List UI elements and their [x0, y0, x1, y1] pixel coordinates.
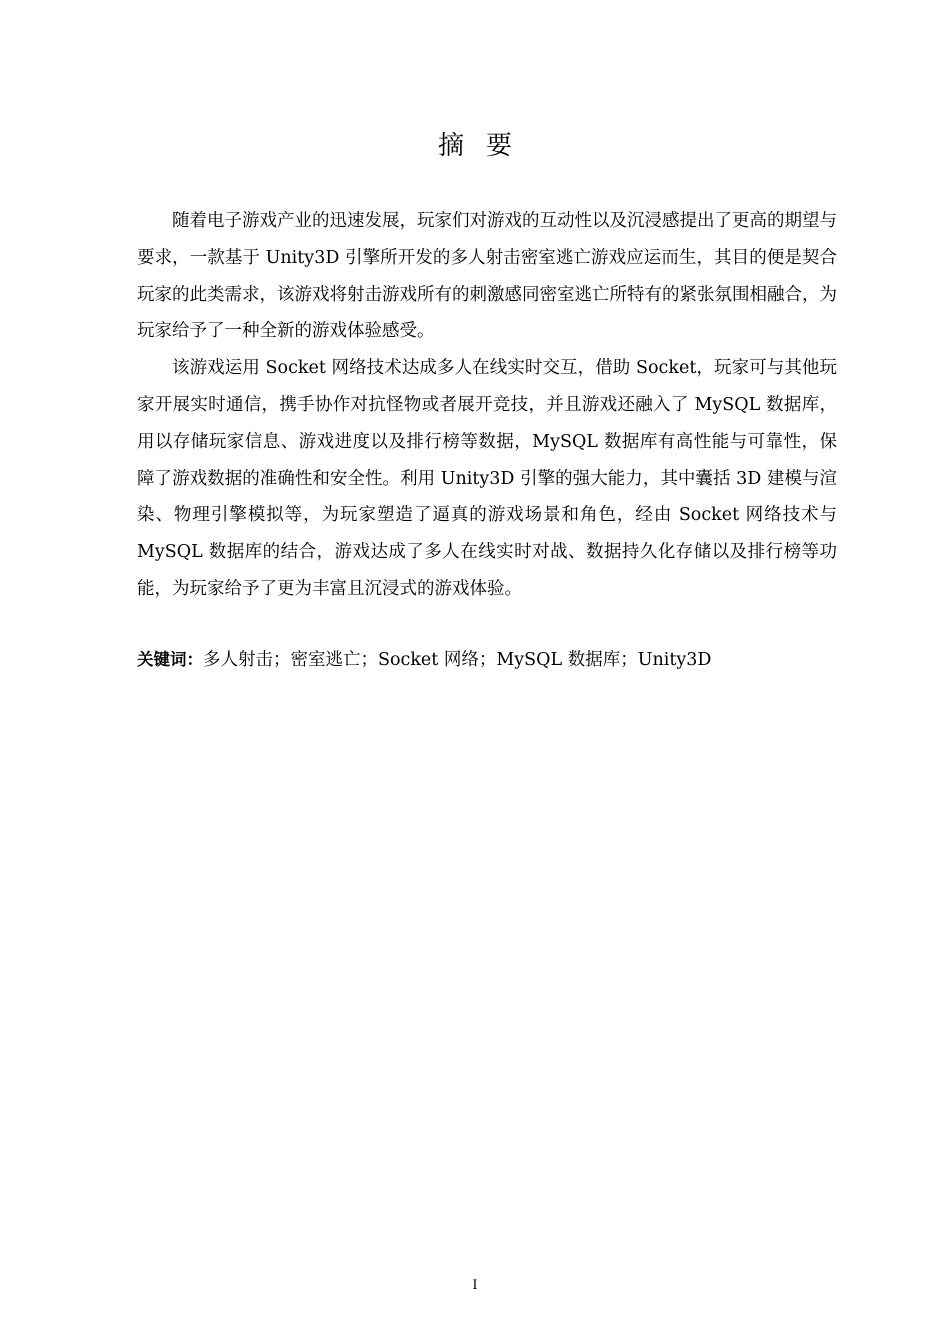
abstract-title: 摘要 [437, 131, 534, 161]
keywords-list: 多人射击；密室逃亡；Socket 网络；MySQL 数据库；Unity3D [203, 650, 712, 670]
keywords-label: 关键词： [137, 650, 203, 669]
abstract-paragraph-2: 该游戏运用 Socket 网络技术达成多人在线实时交互，借助 Socket，玩家可与其他玩家开展实时通信，携手协作对抗怪物或者展开竞技，并且游戏还融入了 MySQL 数据库，用以存储玩家信息、游戏进度以及排行榜等数据，MySQL 数据库有高性能与可靠性，保障了游戏数据的准确性和安全性。利用 Unity3D 引擎的强大能力，其中囊括 3D 建模与渲染、物理引擎模拟等，为玩家塑造了逼真的游戏场景和角色，经由 Socket 网络技术与 MySQL 数据库的结合，游戏达成了多人在线实时对战、数据持久化存储以及排行榜等功能，为玩家给予了更为丰富且沉浸式的游戏体验。 [137, 358, 837, 599]
keywords-line [137, 644, 837, 676]
page-number: I [472, 1278, 478, 1293]
abstract-body [137, 203, 837, 608]
abstract-paragraph-1: 随着电子游戏产业的迅速发展，玩家们对游戏的互动性以及沉浸感提出了更高的期望与要求，一款基于 Unity3D 引擎所开发的多人射击密室逃亡游戏应运而生，其目的便是契合玩家的此类需求，该游戏将射击游戏所有的刺激感同密室逃亡所特有的紧张氛围相融合，为玩家给予了一种全新的游戏体验感受。 [137, 211, 837, 342]
